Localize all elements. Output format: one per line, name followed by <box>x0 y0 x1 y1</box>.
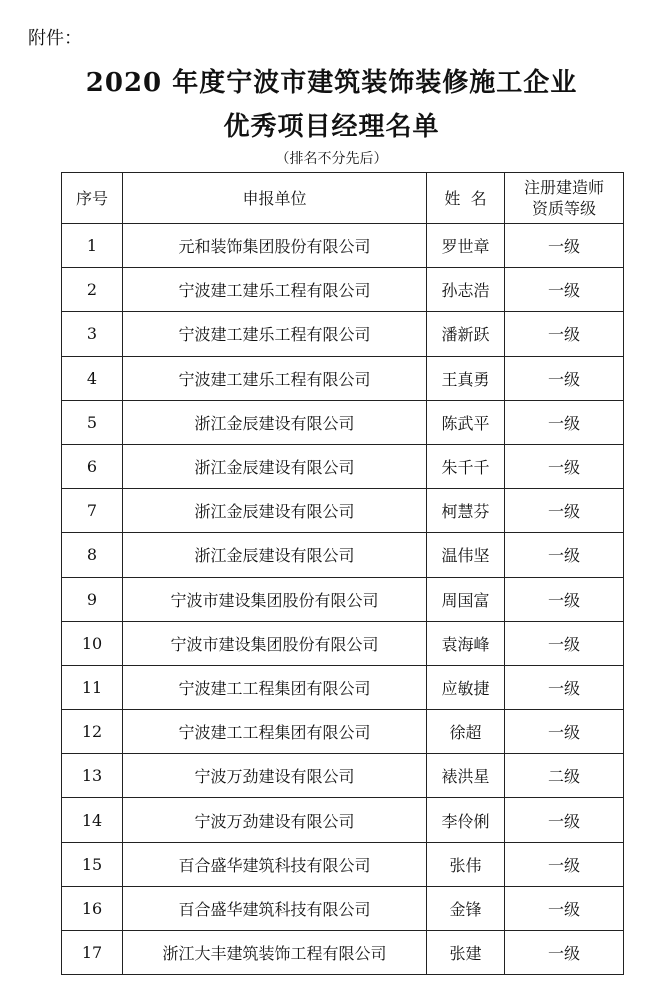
cell-name: 温伟坚 <box>427 533 505 577</box>
cell-unit: 浙江金辰建设有限公司 <box>123 489 427 533</box>
table-row <box>62 842 624 886</box>
attachment-label: 附件： <box>28 28 82 49</box>
cell-grade: 一级 <box>505 400 624 444</box>
table-row <box>62 710 624 754</box>
cell-name: 应敏捷 <box>427 665 505 709</box>
table-row <box>62 798 624 842</box>
cell-name: 潘新跃 <box>427 312 505 356</box>
cell-seq: 12 <box>62 710 123 754</box>
cell-grade: 一级 <box>505 444 624 488</box>
table-row <box>62 400 624 444</box>
table-row <box>62 489 624 533</box>
cell-seq: 9 <box>62 577 123 621</box>
cell-grade: 一级 <box>505 577 624 621</box>
header-seq: 序号 <box>62 173 123 224</box>
cell-grade: 一级 <box>505 798 624 842</box>
table-header-row <box>62 173 624 224</box>
cell-name: 裱洪星 <box>427 754 505 798</box>
header-name: 姓 名 <box>427 173 505 224</box>
cell-seq: 5 <box>62 400 123 444</box>
cell-unit: 元和装饰集团股份有限公司 <box>123 224 427 268</box>
cell-seq: 8 <box>62 533 123 577</box>
table-row <box>62 356 624 400</box>
cell-grade: 一级 <box>505 886 624 930</box>
table-row <box>62 577 624 621</box>
manager-list-table <box>61 172 624 975</box>
table-row <box>62 886 624 930</box>
cell-name: 张建 <box>427 931 505 975</box>
header-grade-line1: 注册建造师 <box>523 178 604 197</box>
table-row <box>62 312 624 356</box>
cell-unit: 宁波建工建乐工程有限公司 <box>123 356 427 400</box>
cell-seq: 1 <box>62 224 123 268</box>
cell-name: 朱千千 <box>427 444 505 488</box>
table-row <box>62 224 624 268</box>
cell-grade: 一级 <box>505 842 624 886</box>
cell-seq: 10 <box>62 621 123 665</box>
cell-seq: 17 <box>62 931 123 975</box>
table-row <box>62 665 624 709</box>
cell-grade: 一级 <box>505 665 624 709</box>
cell-unit: 浙江大丰建筑装饰工程有限公司 <box>123 931 427 975</box>
cell-grade: 一级 <box>505 710 624 754</box>
cell-unit: 宁波建工工程集团有限公司 <box>123 710 427 754</box>
ranking-note: （排名不分先后） <box>275 151 388 167</box>
header-unit: 申报单位 <box>123 173 427 224</box>
cell-grade: 一级 <box>505 489 624 533</box>
cell-grade: 一级 <box>505 224 624 268</box>
cell-unit: 浙江金辰建设有限公司 <box>123 533 427 577</box>
cell-name: 张伟 <box>427 842 505 886</box>
cell-name: 袁海峰 <box>427 621 505 665</box>
cell-unit: 浙江金辰建设有限公司 <box>123 444 427 488</box>
table-row <box>62 754 624 798</box>
cell-seq: 14 <box>62 798 123 842</box>
cell-seq: 4 <box>62 356 123 400</box>
table-row <box>62 533 624 577</box>
cell-unit: 百合盛华建筑科技有限公司 <box>123 886 427 930</box>
cell-name: 李伶俐 <box>427 798 505 842</box>
cell-unit: 宁波建工建乐工程有限公司 <box>123 312 427 356</box>
cell-name: 金锋 <box>427 886 505 930</box>
cell-unit: 宁波市建设集团股份有限公司 <box>123 577 427 621</box>
cell-unit: 浙江金辰建设有限公司 <box>123 400 427 444</box>
cell-grade: 一级 <box>505 268 624 312</box>
cell-name: 王真勇 <box>427 356 505 400</box>
cell-grade: 一级 <box>505 312 624 356</box>
cell-grade: 一级 <box>505 533 624 577</box>
cell-unit: 宁波万劲建设有限公司 <box>123 754 427 798</box>
table-row <box>62 621 624 665</box>
cell-unit: 宁波市建设集团股份有限公司 <box>123 621 427 665</box>
document-title-line2: 优秀项目经理名单 <box>223 112 440 142</box>
cell-name: 孙志浩 <box>427 268 505 312</box>
cell-seq: 7 <box>62 489 123 533</box>
cell-unit: 宁波建工工程集团有限公司 <box>123 665 427 709</box>
cell-grade: 一级 <box>505 621 624 665</box>
cell-name: 周国富 <box>427 577 505 621</box>
document-title-line1: 2020 年度宁波市建筑装饰装修施工企业 <box>85 68 578 98</box>
cell-unit: 百合盛华建筑科技有限公司 <box>123 842 427 886</box>
cell-seq: 2 <box>62 268 123 312</box>
cell-seq: 6 <box>62 444 123 488</box>
table-row <box>62 444 624 488</box>
cell-seq: 3 <box>62 312 123 356</box>
cell-grade: 二级 <box>505 754 624 798</box>
header-grade-line2: 资质等级 <box>531 199 596 218</box>
table-row <box>62 268 624 312</box>
table-row <box>62 931 624 975</box>
header-grade <box>505 173 624 224</box>
cell-seq: 15 <box>62 842 123 886</box>
cell-name: 柯慧芬 <box>427 489 505 533</box>
cell-seq: 13 <box>62 754 123 798</box>
cell-seq: 11 <box>62 665 123 709</box>
cell-name: 罗世章 <box>427 224 505 268</box>
cell-grade: 一级 <box>505 356 624 400</box>
cell-grade: 一级 <box>505 931 624 975</box>
cell-unit: 宁波万劲建设有限公司 <box>123 798 427 842</box>
cell-seq: 16 <box>62 886 123 930</box>
cell-name: 徐超 <box>427 710 505 754</box>
cell-unit: 宁波建工建乐工程有限公司 <box>123 268 427 312</box>
cell-name: 陈武平 <box>427 400 505 444</box>
